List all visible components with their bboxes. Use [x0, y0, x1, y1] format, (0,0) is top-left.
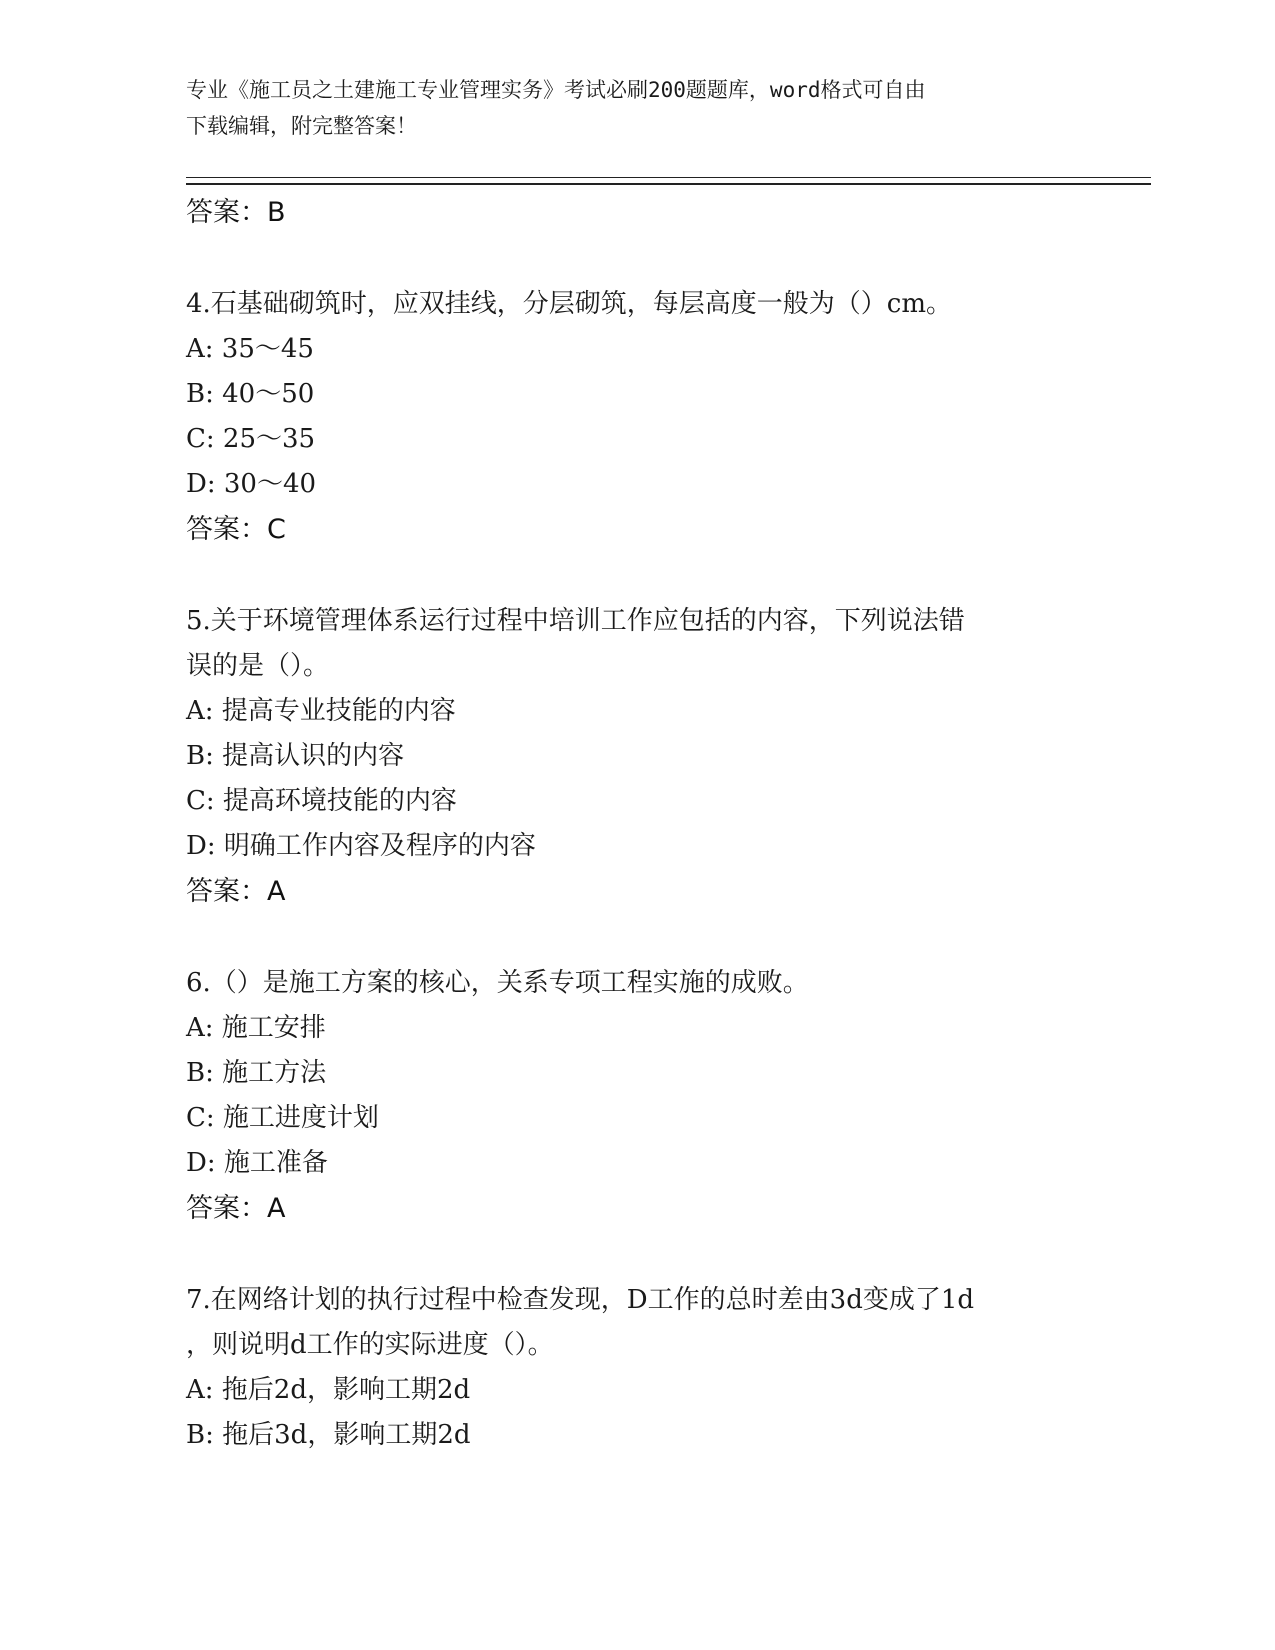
question-stem-continued: ，则说明d工作的实际进度（）。 — [186, 1330, 554, 1360]
question-stem: 4.石基础砌筑时，应双挂线，分层砌筑，每层高度一般为（）cm。 — [186, 289, 953, 319]
spacer — [186, 235, 1086, 282]
header-line-2: 下载编辑，附完整答案！ — [186, 114, 417, 138]
option-b: B: 施工方法 — [186, 1058, 327, 1088]
option-a: A: 拖后2d，影响工期2d — [186, 1375, 471, 1405]
question-block — [186, 282, 1086, 552]
header-rule-thick — [186, 183, 1151, 185]
question-list — [186, 190, 1086, 1458]
question-block — [186, 599, 1086, 914]
question-block — [186, 961, 1086, 1231]
option-a: A: 提高专业技能的内容 — [186, 696, 456, 726]
spacer — [186, 1231, 1086, 1278]
option-d: D: 施工准备 — [186, 1148, 328, 1178]
question-stem: 5.关于环境管理体系运行过程中培训工作应包括的内容，下列说法错 — [186, 606, 965, 636]
option-a: A: 35～45 — [186, 334, 314, 364]
option-b: B: 拖后3d，影响工期2d — [186, 1420, 471, 1450]
spacer — [186, 914, 1086, 961]
option-c: C: 25～35 — [186, 424, 316, 454]
option-c: C: 施工进度计划 — [186, 1103, 379, 1133]
spacer — [186, 552, 1086, 599]
header-rule-thin — [186, 177, 1151, 178]
question-stem: 6.（）是施工方案的核心，关系专项工程实施的成败。 — [186, 968, 809, 998]
option-a: A: 施工安排 — [186, 1013, 326, 1043]
answer-line: 答案：A — [186, 1193, 286, 1224]
question-stem-continued: 误的是（）。 — [186, 651, 330, 681]
question-stem: 7.在网络计划的执行过程中检查发现，D工作的总时差由3d变成了1d — [186, 1285, 975, 1315]
option-d: D: 30～40 — [186, 469, 317, 499]
answer-line: 答案：A — [186, 876, 286, 907]
document-header — [186, 72, 1066, 144]
option-b: B: 40～50 — [186, 379, 315, 409]
answer-line: 答案：B — [186, 197, 286, 228]
option-b: B: 提高认识的内容 — [186, 741, 405, 771]
answer-line: 答案：C — [186, 514, 286, 545]
question-block — [186, 1278, 1086, 1458]
option-d: D: 明确工作内容及程序的内容 — [186, 831, 536, 861]
option-c: C: 提高环境技能的内容 — [186, 786, 457, 816]
header-line-1: 专业《施工员之土建施工专业管理实务》考试必刷200题题库，word格式可自由 — [186, 78, 926, 102]
